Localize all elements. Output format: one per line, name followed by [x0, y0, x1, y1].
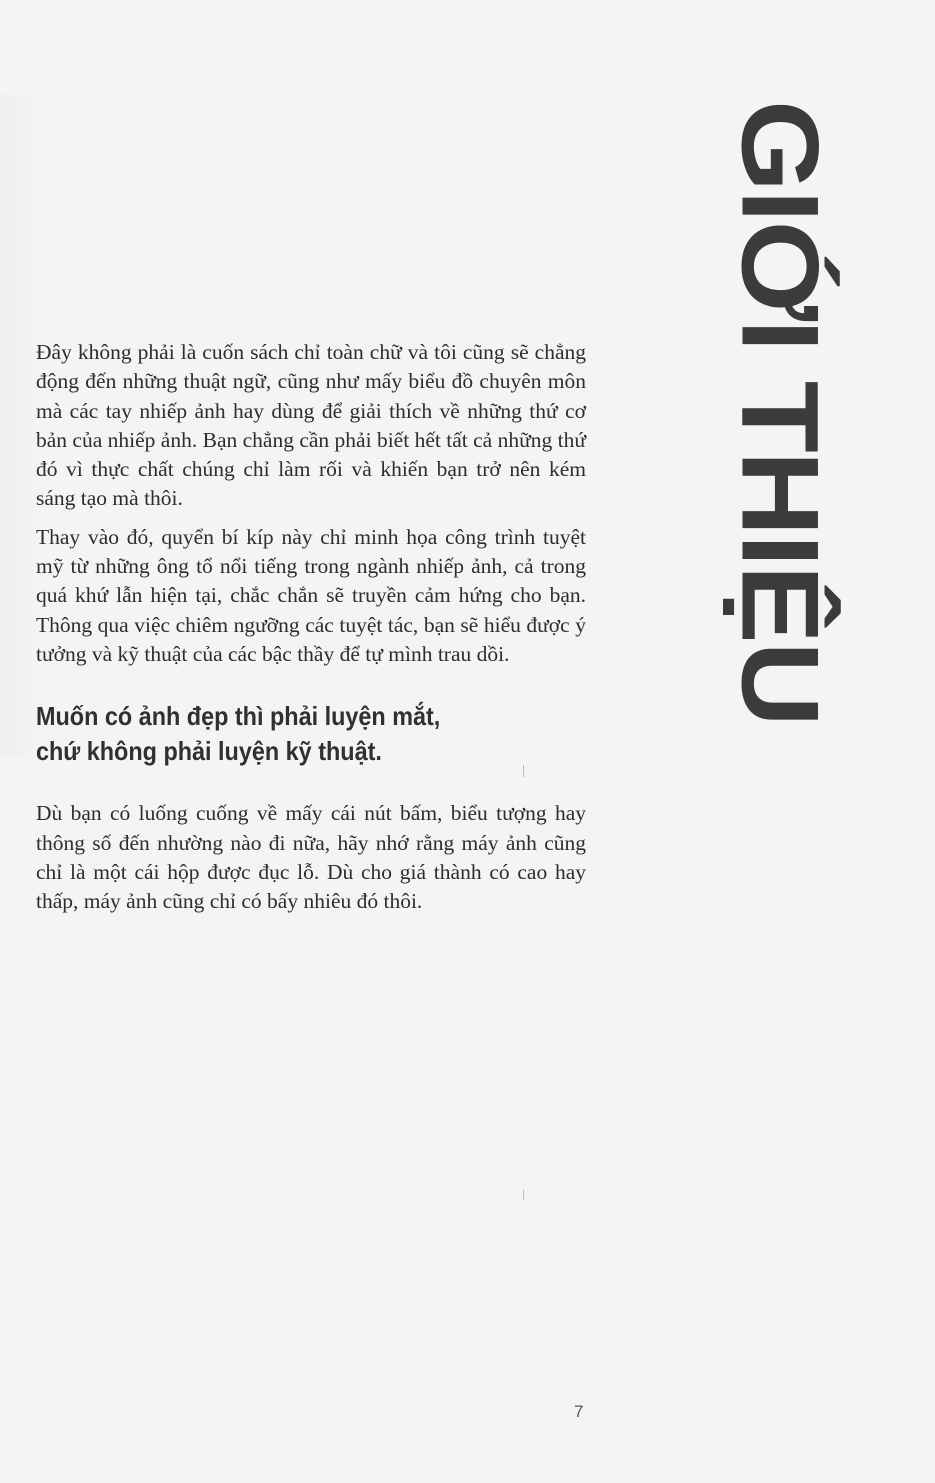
paper-speck: [523, 765, 524, 777]
page-number: 7: [574, 1402, 584, 1421]
chapter-title: GIỚI THIỆU: [718, 100, 842, 725]
subheading-line-1: Muốn có ảnh đẹp thì phải luyện mắt,: [36, 701, 441, 732]
chapter-title-block: [718, 100, 865, 725]
body-paragraph-3: Dù bạn có luống cuống về mấy cái nút bấm, biểu tượng hay thông số đến nhường nào đi nữa, hãy nhớ rằng máy ảnh cũng chỉ là một cái hộp được đục lỗ. Dù cho giá thành có cao hay thấp, máy ảnh cũng chỉ có bấy nhiêu đó thôi.: [36, 801, 586, 914]
section-subheading: [36, 699, 576, 769]
paper-speck: [523, 1190, 524, 1200]
intro-paragraph-1: Đây không phải là cuốn sách chỉ toàn chữ và tôi cũng sẽ chẳng động đến những thuật ngữ, cũng như mấy biểu đồ chuyên môn mà các tay nhiếp ảnh hay dùng để giải thích về những thứ cơ bản của nhiếp ảnh. Bạn chẳng cần phải biết hết tất cả những thứ đó vì thực chất chúng chỉ làm rối và khiến bạn trở nên kém sáng tạo mà thôi.: [36, 340, 586, 511]
body-text-column: [36, 338, 586, 925]
page-edge-shade: [0, 95, 40, 755]
intro-paragraph-2: Thay vào đó, quyển bí kíp này chỉ minh họa công trình tuyệt mỹ từ những ông tổ nổi tiếng trong ngành nhiếp ảnh, cả trong quá khứ lẫn hiện tại, chắc chắn sẽ truyền cảm hứng cho bạn. Thông qua việc chiêm ngưỡng các tuyệt tác, bạn sẽ hiểu được ý tưởng và kỹ thuật của các bậc thầy để tự mình trau dồi.: [36, 524, 586, 666]
subheading-line-2: chứ không phải luyện kỹ thuật.: [36, 736, 382, 767]
